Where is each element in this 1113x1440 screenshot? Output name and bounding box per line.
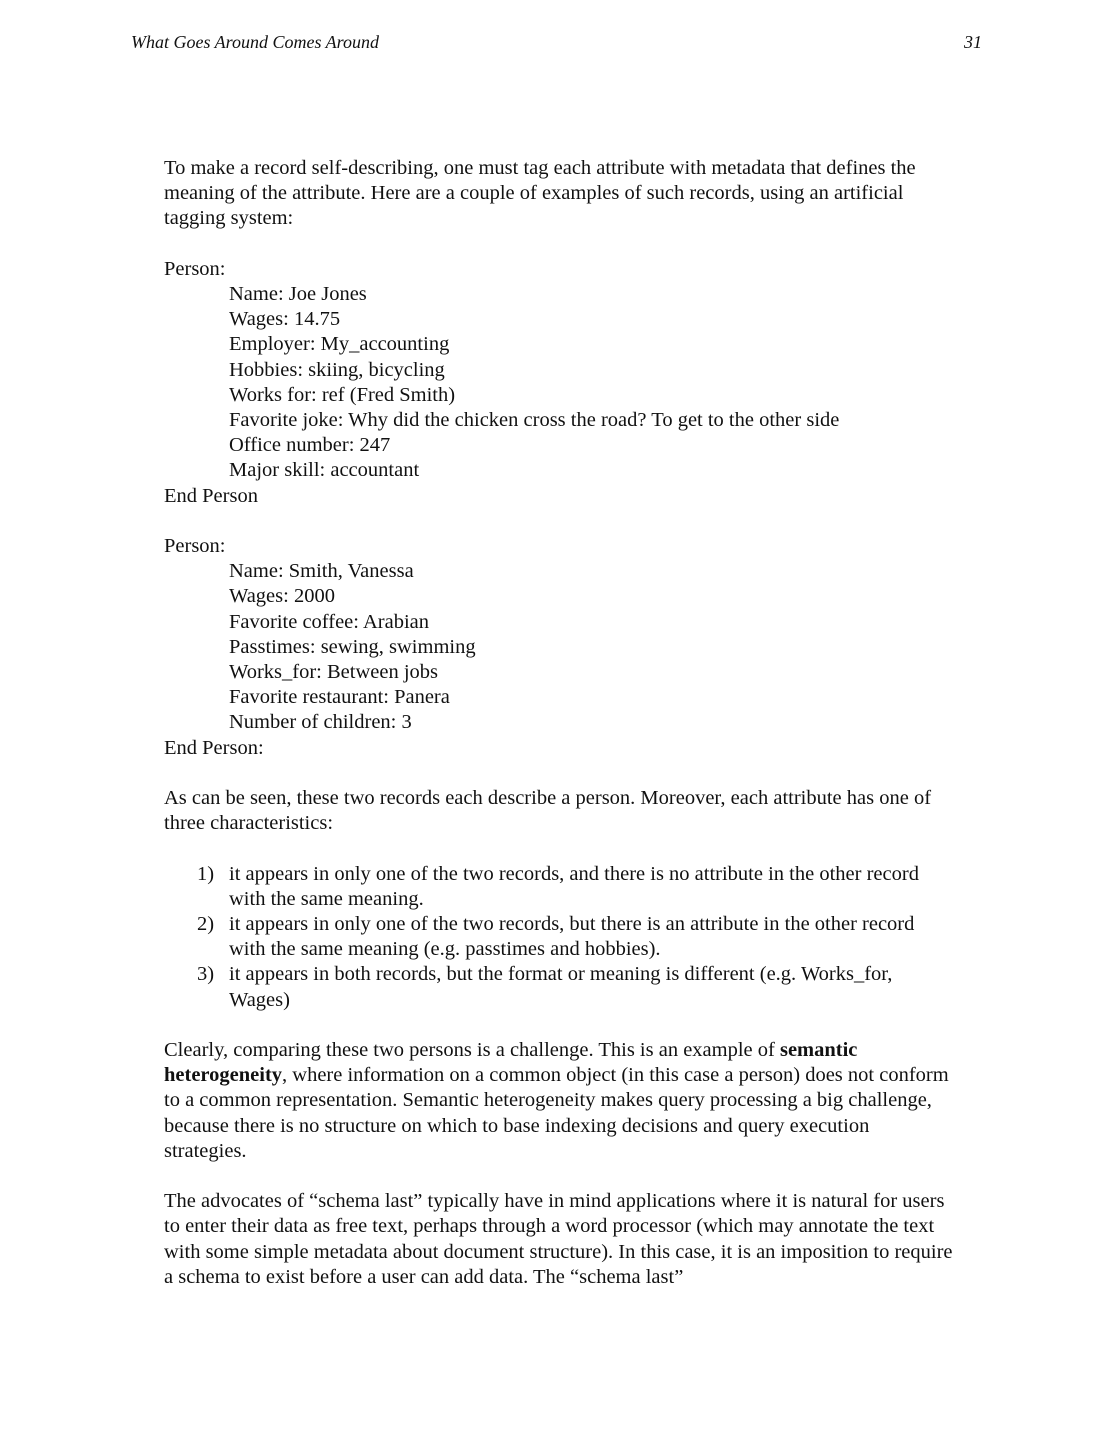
record-block bbox=[164, 257, 954, 509]
list-number: 1) bbox=[197, 862, 215, 885]
schema-last-paragraph: The advocates of “schema last” typically have in mind applications where it is natural for users to enter their data as free text, perhaps through a word processor (which may annotate the text with some simple metadata about document structure). In this case, it is an imposition to require a schema to exist before a user can add data. The “schema last” bbox=[164, 1190, 953, 1288]
paragraph-text: , where information on a common object (in this case a person) does not conform to a common representation. Semantic heterogeneity makes query processing a big challenge, because there is no structure on which to base indexing decisions and query execution strategies. bbox=[164, 1064, 949, 1162]
record-field: Favorite restaurant: Panera bbox=[229, 686, 450, 709]
record-end: End Person: bbox=[164, 736, 264, 759]
intro-paragraph: To make a record self-describing, one must tag each attribute with metadata that defines the meaning of the attribute. Here are a couple of examples of such records, using an artificial tagging system: bbox=[164, 157, 916, 230]
header-title: What Goes Around Comes Around bbox=[131, 32, 380, 52]
record-start: Person: bbox=[164, 257, 226, 280]
record-start: Person: bbox=[164, 535, 226, 558]
record-field: Major skill: accountant bbox=[229, 459, 420, 482]
record-block bbox=[164, 534, 954, 761]
characteristics-list bbox=[164, 862, 954, 1013]
heterogeneity-paragraph bbox=[164, 1038, 954, 1164]
record-field: Name: Smith, Vanessa bbox=[229, 560, 414, 583]
record-field: Number of children: 3 bbox=[229, 711, 412, 734]
record-field: Works for: ref (Fred Smith) bbox=[229, 383, 456, 406]
record-field: Office number: 247 bbox=[229, 434, 391, 457]
record-field: Wages: 14.75 bbox=[229, 308, 341, 331]
list-item bbox=[164, 912, 954, 962]
record-field: Name: Joe Jones bbox=[229, 283, 367, 305]
record-field: Favorite coffee: Arabian bbox=[229, 610, 429, 633]
page-body bbox=[164, 156, 954, 1290]
record-field: Works_for: Between jobs bbox=[229, 661, 439, 684]
bold-term: semantic heterogeneity bbox=[164, 1039, 858, 1087]
list-text: it appears in only one of the two records, and there is no attribute in the other record with the same meaning. bbox=[229, 862, 919, 910]
list-text: it appears in only one of the two records, but there is an attribute in the other record with the same meaning (e.g. passtimes and hobbies). bbox=[229, 913, 915, 961]
list-item bbox=[164, 962, 954, 1012]
observation-paragraph: As can be seen, these two records each describe a person. Moreover, each attribute has one of three characteristics: bbox=[164, 787, 932, 835]
running-header bbox=[131, 31, 982, 53]
record-field: Employer: My_accounting bbox=[229, 333, 450, 356]
paragraph-text: Clearly, comparing these two persons is a challenge. This is an example of bbox=[164, 1039, 780, 1062]
record-field: Passtimes: sewing, swimming bbox=[229, 635, 476, 658]
list-number: 3) bbox=[197, 963, 215, 986]
record-field: Favorite joke: Why did the chicken cross the road? To get to the other side bbox=[229, 409, 840, 432]
record-end: End Person bbox=[164, 484, 258, 507]
record-field: Hobbies: skiing, bicycling bbox=[229, 358, 445, 381]
list-item bbox=[164, 862, 954, 912]
record-field: Wages: 2000 bbox=[229, 585, 335, 608]
list-text: it appears in both records, but the format or meaning is different (e.g. Works_for, Wages) bbox=[229, 963, 893, 1011]
page-number: 31 bbox=[964, 32, 982, 52]
list-number: 2) bbox=[197, 913, 215, 936]
